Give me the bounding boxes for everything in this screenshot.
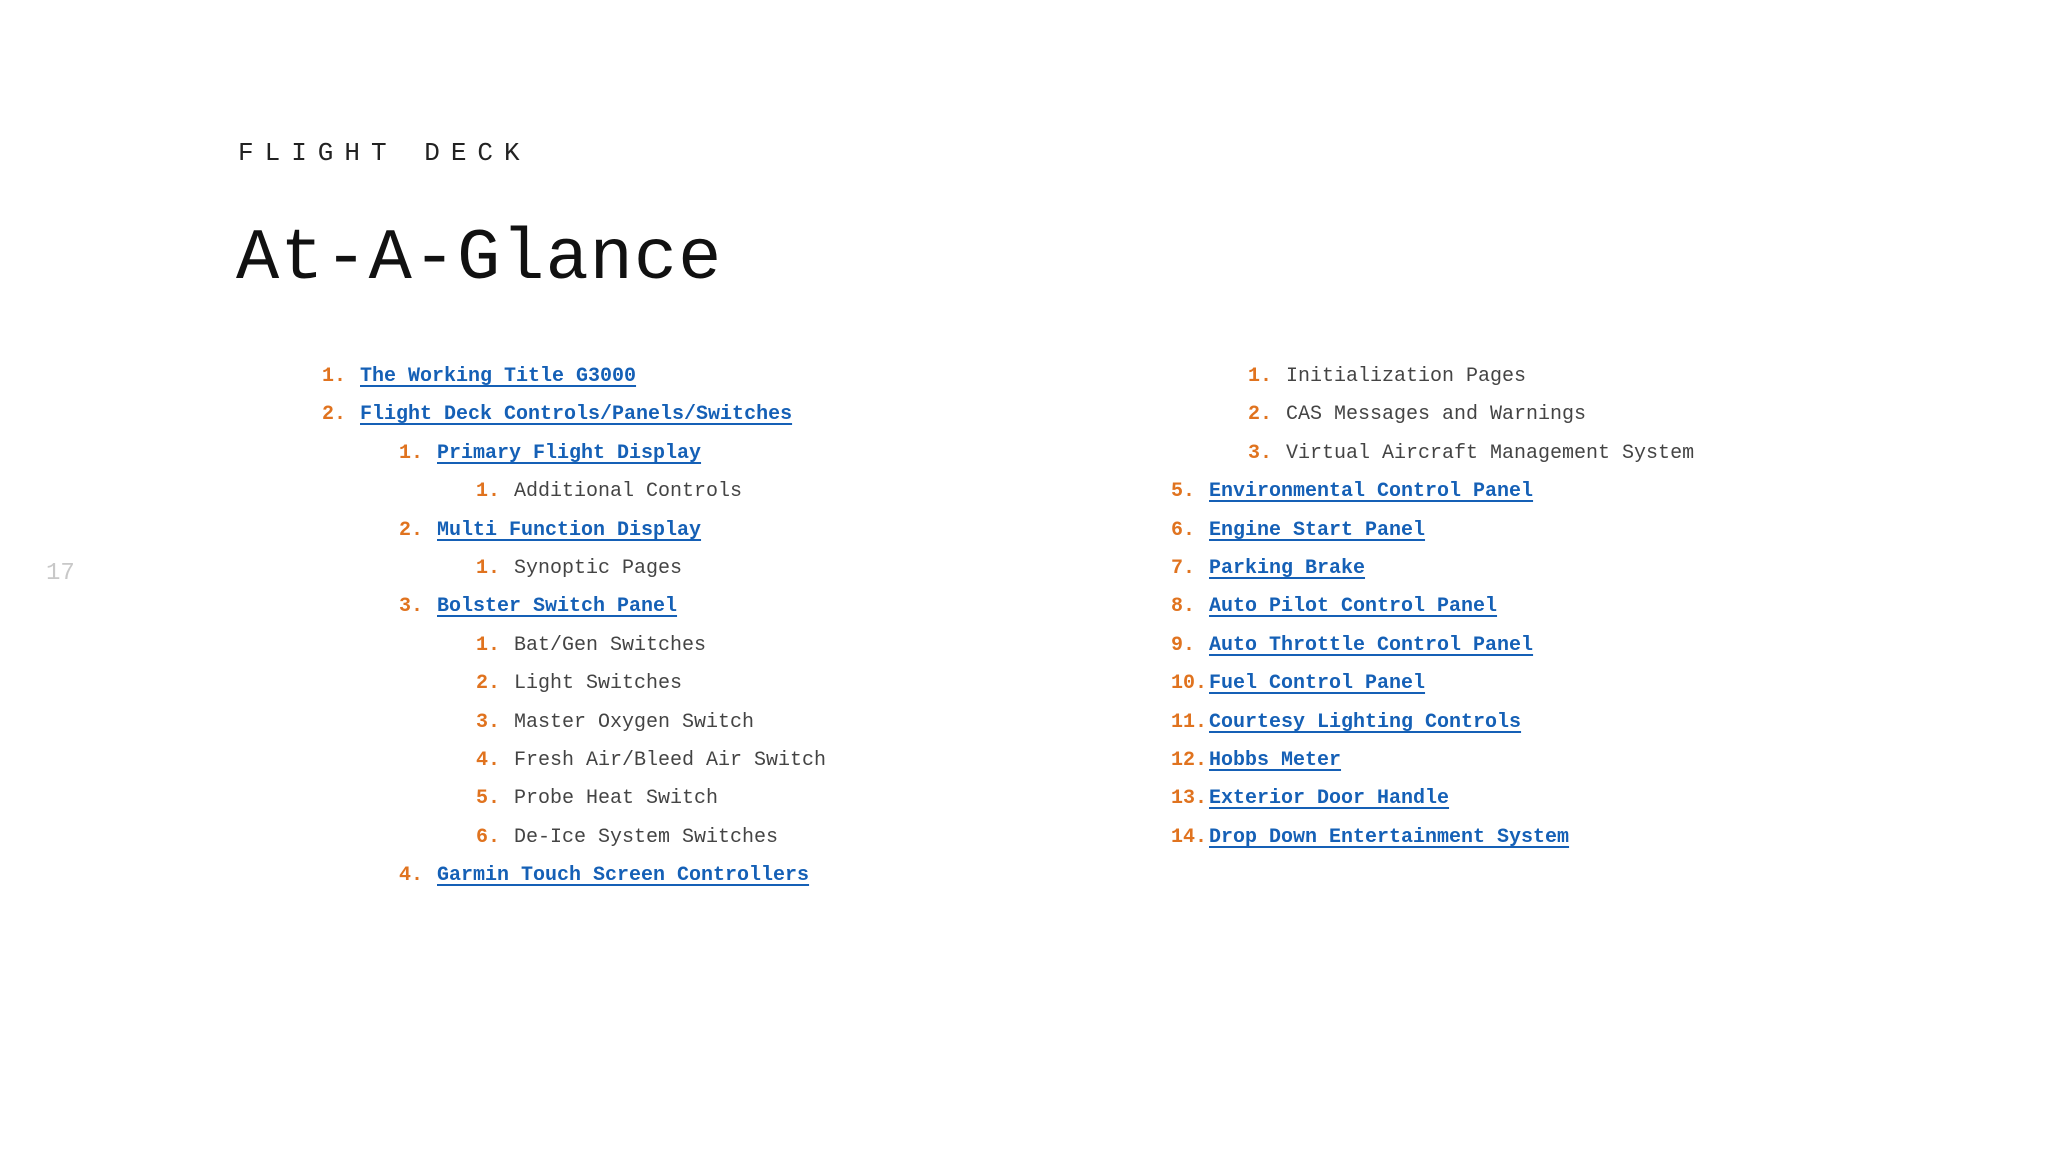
toc-item	[1248, 362, 1526, 400]
toc-item-number: 13.	[1171, 787, 1208, 810]
toc-item	[476, 823, 778, 861]
toc-item-link[interactable]: Drop Down Entertainment System	[1209, 826, 1570, 849]
toc-item-link[interactable]: Multi Function Display	[437, 519, 702, 542]
toc-item-number: 2.	[476, 672, 501, 695]
toc-item-number: 12.	[1171, 749, 1208, 772]
toc-item[interactable]	[322, 400, 792, 438]
toc-item-link[interactable]: Garmin Touch Screen Controllers	[437, 864, 810, 887]
toc-item	[476, 708, 754, 746]
toc-item-number: 7.	[1171, 557, 1196, 580]
toc-item-number: 3.	[399, 595, 424, 618]
toc-item-label: Light Switches	[514, 672, 683, 695]
toc-item-number: 1.	[476, 634, 501, 657]
toc-item-label: Virtual Aircraft Management System	[1286, 442, 1695, 465]
toc-item[interactable]	[399, 516, 701, 554]
toc-item-label: Fresh Air/Bleed Air Switch	[514, 749, 827, 772]
page-eyebrow: FLIGHT DECK	[238, 138, 531, 168]
toc-item-link[interactable]: Hobbs Meter	[1209, 749, 1342, 772]
toc-item-link[interactable]: Auto Pilot Control Panel	[1209, 595, 1498, 618]
toc-item-link[interactable]: Exterior Door Handle	[1209, 787, 1450, 810]
toc-item[interactable]	[1171, 631, 1533, 669]
toc-item-link[interactable]: Engine Start Panel	[1209, 519, 1426, 542]
toc-item[interactable]	[1171, 592, 1497, 630]
toc-item[interactable]	[1171, 746, 1341, 784]
toc-item-number: 8.	[1171, 595, 1196, 618]
toc-item[interactable]	[1171, 554, 1365, 592]
toc-item-number: 6.	[476, 826, 501, 849]
toc-item-number: 9.	[1171, 634, 1196, 657]
toc-item[interactable]	[1171, 477, 1533, 515]
toc-item-label: Probe Heat Switch	[514, 787, 719, 810]
toc-item-link[interactable]: Fuel Control Panel	[1209, 672, 1426, 695]
toc-item[interactable]	[399, 592, 677, 630]
toc-item-number: 14.	[1171, 826, 1208, 849]
toc-item	[476, 784, 718, 822]
toc-item-number: 5.	[476, 787, 501, 810]
toc-item[interactable]	[322, 362, 636, 400]
toc-item-number: 1.	[476, 557, 501, 580]
toc-item	[476, 554, 682, 592]
toc-item[interactable]	[1171, 823, 1569, 861]
toc-item-link[interactable]: The Working Title G3000	[360, 365, 637, 388]
toc-item	[1248, 439, 1694, 477]
toc-item-number: 10.	[1171, 672, 1208, 695]
toc-item[interactable]	[1171, 516, 1425, 554]
toc-item-number: 4.	[399, 864, 424, 887]
toc-item[interactable]	[1171, 784, 1449, 822]
toc-item-link[interactable]: Environmental Control Panel	[1209, 480, 1534, 503]
toc-item-link[interactable]: Bolster Switch Panel	[437, 595, 678, 618]
toc-item-number: 5.	[1171, 480, 1196, 503]
toc-item-link[interactable]: Primary Flight Display	[437, 442, 702, 465]
toc-item-number: 3.	[1248, 442, 1273, 465]
toc-item	[476, 631, 706, 669]
toc-item-number: 3.	[476, 711, 501, 734]
toc-item-number: 2.	[1248, 403, 1273, 426]
toc-item[interactable]	[1171, 669, 1425, 707]
toc-item	[476, 669, 682, 707]
toc-item[interactable]	[399, 439, 701, 477]
toc-item-number: 4.	[476, 749, 501, 772]
toc-item-number: 2.	[399, 519, 424, 542]
toc-item-number: 2.	[322, 403, 347, 426]
toc-item-link[interactable]: Parking Brake	[1209, 557, 1366, 580]
toc-item-label: Bat/Gen Switches	[514, 634, 707, 657]
toc-item-number: 1.	[322, 365, 347, 388]
toc-item-number: 1.	[476, 480, 501, 503]
toc-item-link[interactable]: Flight Deck Controls/Panels/Switches	[360, 403, 793, 426]
page-title: At-A-Glance	[236, 218, 723, 300]
toc-item-number: 11.	[1171, 711, 1208, 734]
toc-item[interactable]	[399, 861, 809, 899]
toc-item	[476, 477, 742, 515]
toc-item-number: 1.	[1248, 365, 1273, 388]
toc-item-link[interactable]: Auto Throttle Control Panel	[1209, 634, 1534, 657]
toc-item-number: 1.	[399, 442, 424, 465]
toc-item	[476, 746, 826, 784]
toc-item-label: CAS Messages and Warnings	[1286, 403, 1587, 426]
toc-item	[1248, 400, 1586, 438]
toc-item[interactable]	[1171, 708, 1521, 746]
page-number: 17	[46, 560, 75, 587]
toc-item-label: Initialization Pages	[1286, 365, 1527, 388]
toc-item-label: Master Oxygen Switch	[514, 711, 755, 734]
toc-item-label: Synoptic Pages	[514, 557, 683, 580]
toc-item-label: Additional Controls	[514, 480, 743, 503]
toc-item-number: 6.	[1171, 519, 1196, 542]
toc-item-link[interactable]: Courtesy Lighting Controls	[1209, 711, 1522, 734]
toc-item-label: De-Ice System Switches	[514, 826, 779, 849]
